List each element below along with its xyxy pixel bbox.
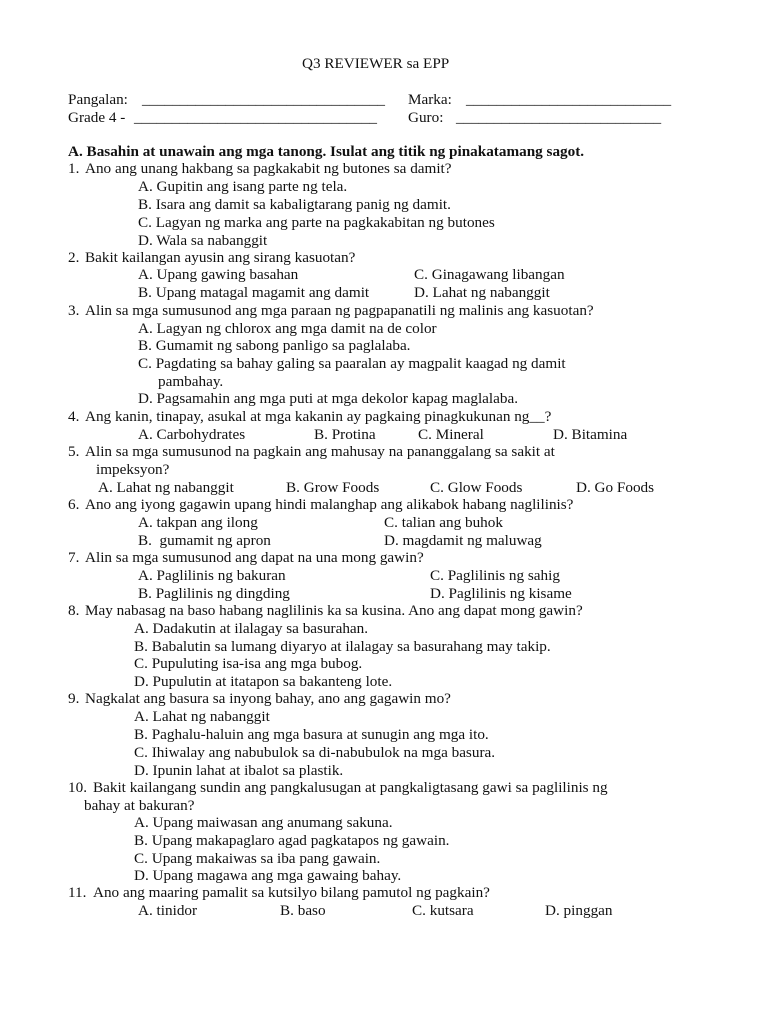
question-text: Bakit kailangang sundin ang pangkalusugan at pangkaligtasang gawi sa paglilinis ng (93, 779, 608, 796)
question-text-continuation: bahay at bakuran? (84, 797, 195, 814)
choice: A. Lahat ng nabanggit (98, 479, 234, 496)
choice: D. Wala sa nabanggit (138, 232, 268, 249)
instructions: A. Basahin at unawain ang mga tanong. Isulat ang titik ng pinakatamang sagot. (68, 143, 585, 160)
grade-label: Grade 4 - (68, 109, 126, 126)
choice: C. Ginagawang libangan (414, 266, 565, 283)
choice: D. Pagsamahin ang mga puti at mga dekolor kapag maglalaba. (138, 390, 518, 407)
choice: B. Protina (314, 426, 376, 443)
question-number: 2. (68, 249, 80, 266)
question-number: 8. (68, 602, 80, 619)
choice: B. Paghalu-haluin ang mga basura at sunugin ang mga ito. (134, 726, 489, 743)
choice: B. Paglilinis ng dingding (138, 585, 290, 602)
grade-field[interactable]: ________________________________ (134, 109, 377, 126)
choice: B. baso (280, 902, 326, 919)
score-label: Marka: (408, 91, 452, 108)
choice-continuation: pambahay. (158, 373, 224, 390)
choice: C. Upang makaiwas sa iba pang gawain. (134, 850, 381, 867)
choice: C. Lagyan ng marka ang parte na pagkakabitan ng butones (138, 214, 495, 231)
choice: C. Glow Foods (430, 479, 523, 496)
choice: D. Go Foods (576, 479, 655, 496)
choice: D. magdamit ng maluwag (384, 532, 542, 549)
question-number: 11. (68, 884, 87, 901)
question-number: 3. (68, 302, 80, 319)
choice: A. takpan ang ilong (138, 514, 258, 531)
choice: C. Paglilinis ng sahig (430, 567, 560, 584)
choice: D. Lahat ng nabanggit (414, 284, 550, 301)
choice: A. tinidor (138, 902, 198, 919)
question-text: Alin sa mga sumusunod ang mga paraan ng pagpapanatili ng malinis ang kasuotan? (85, 302, 594, 319)
question-number: 4. (68, 408, 80, 425)
question-text: Alin sa mga sumusunod ang dapat na una mong gawin? (85, 549, 424, 566)
question-number: 7. (68, 549, 80, 566)
choice: C. Pupuluting isa-isa ang mga bubog. (134, 655, 363, 672)
choice: B. Gumamit ng sabong panligo sa paglalaba. (138, 337, 411, 354)
question-number: 1. (68, 160, 80, 177)
question-text: Alin sa mga sumusunod na pagkain ang mahusay na pananggalang sa sakit at (85, 443, 555, 460)
teacher-label: Guro: (408, 109, 444, 126)
question-text: Bakit kailangan ayusin ang sirang kasuotan? (85, 249, 356, 266)
question-text: May nabasag na baso habang naglilinis ka sa kusina. Ano ang dapat mong gawin? (85, 602, 583, 619)
choice: B. Upang makapaglaro agad pagkatapos ng gawain. (134, 832, 450, 849)
question-number: 5. (68, 443, 80, 460)
choice: D. Pupulutin at itatapon sa bakanteng lote. (134, 673, 393, 690)
question-text-continuation: impeksyon? (96, 461, 170, 478)
choice: B. Babalutin sa lumang diyaryo at ilalagay sa basurahang may takip. (134, 638, 551, 655)
choice: C. talian ang buhok (384, 514, 503, 531)
page-title: Q3 REVIEWER sa EPP (302, 55, 450, 72)
choice: C. Pagdating sa bahay galing sa paaralan ay magpalit kaagad ng damit (138, 355, 566, 372)
choice: B. Upang matagal magamit ang damit (138, 284, 370, 301)
choice: D. Paglilinis ng kisame (430, 585, 572, 602)
choice: C. Ihiwalay ang nabubulok sa di-nabubulok na mga basura. (134, 744, 496, 761)
choice: A. Lagyan ng chlorox ang mga damit na de color (138, 320, 437, 337)
choice: C. Mineral (418, 426, 484, 443)
choice: D. Bitamina (553, 426, 628, 443)
score-field[interactable]: ___________________________ (466, 91, 672, 108)
choice: A. Gupitin ang isang parte ng tela. (138, 178, 348, 195)
choice: C. kutsara (412, 902, 474, 919)
choice: A. Upang gawing basahan (138, 266, 299, 283)
choice: A. Paglilinis ng bakuran (138, 567, 286, 584)
choice: B. gumamit ng apron (138, 532, 271, 549)
question-text: Ang kanin, tinapay, asukal at mga kakanin ay pagkaing pinagkukunan ng__? (85, 408, 552, 425)
choice: D. Upang magawa ang mga gawaing bahay. (134, 867, 402, 884)
question-text: Ano ang maaring pamalit sa kutsilyo bilang pamutol ng pagkain? (93, 884, 490, 901)
question-text: Ano ang unang hakbang sa pagkakabit ng butones sa damit? (85, 160, 452, 177)
question-text: Ano ang iyong gagawin upang hindi malanghap ang alikabok habang naglilinis? (85, 496, 574, 513)
choice: A. Carbohydrates (138, 426, 246, 443)
choice: D. pinggan (545, 902, 613, 919)
choice: A. Upang maiwasan ang anumang sakuna. (134, 814, 393, 831)
question-number: 9. (68, 690, 80, 707)
choice: A. Dadakutin at ilalagay sa basurahan. (134, 620, 369, 637)
question-text: Nagkalat ang basura sa inyong bahay, ano ang gagawin mo? (85, 690, 451, 707)
name-label: Pangalan: (68, 91, 128, 108)
teacher-field[interactable]: ___________________________ (456, 109, 662, 126)
choice: D. Ipunin lahat at ibalot sa plastik. (134, 762, 344, 779)
question-number: 10. (68, 779, 87, 796)
choice: B. Grow Foods (286, 479, 380, 496)
name-field[interactable]: ________________________________ (142, 91, 385, 108)
question-number: 6. (68, 496, 80, 513)
choice: B. Isara ang damit sa kabaligtarang panig ng damit. (138, 196, 451, 213)
choice: A. Lahat ng nabanggit (134, 708, 270, 725)
